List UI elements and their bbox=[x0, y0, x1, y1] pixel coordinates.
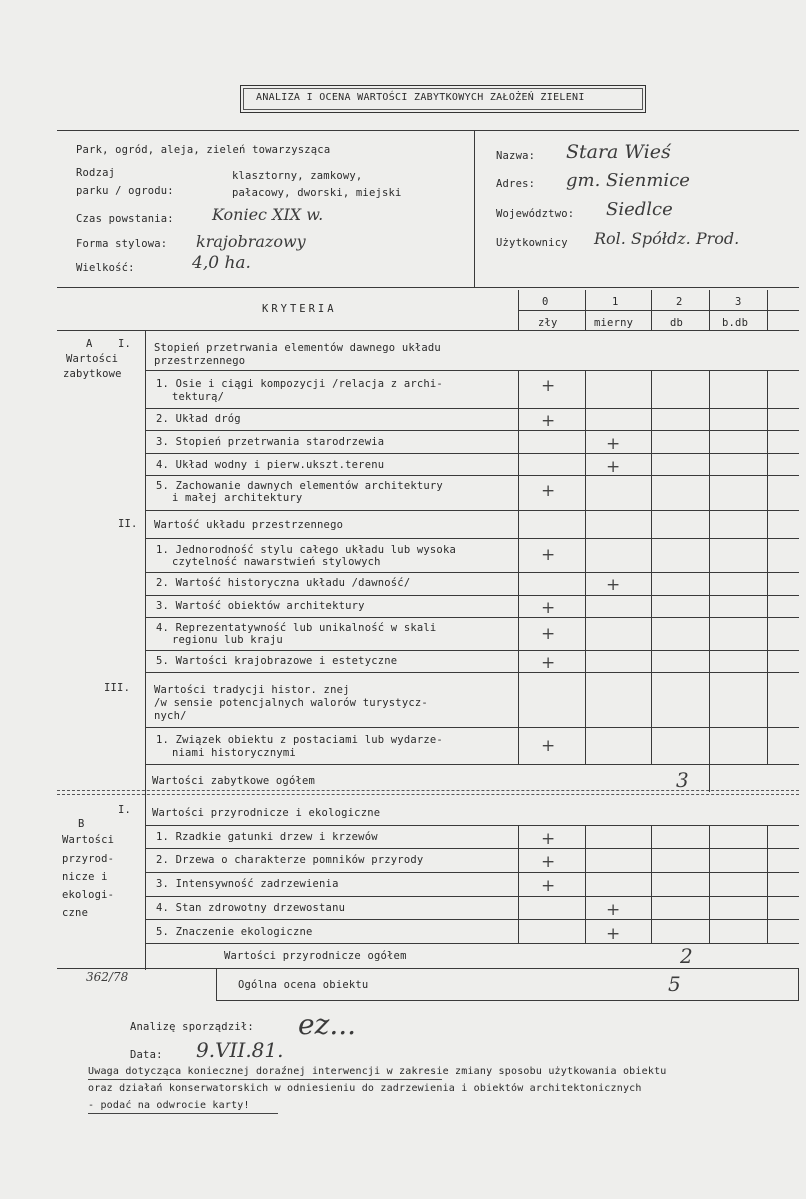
rating-mark: + bbox=[606, 924, 621, 944]
rating-mark: + bbox=[606, 575, 621, 595]
b-i-item3: 3. Intensywność zadrzewienia bbox=[156, 878, 339, 890]
a-i-item4: 4. Układ wodny i pierw.ukszt.terenu bbox=[156, 459, 385, 471]
data-value: 9.VII.81. bbox=[196, 1038, 284, 1062]
object-types: Park, ogród, aleja, zieleń towarzysząca bbox=[76, 144, 331, 156]
a-iii-num: III. bbox=[104, 682, 131, 694]
b-i-title: Wartości przyrodnicze i ekologiczne bbox=[152, 807, 381, 819]
page-title: ANALIZA I OCENA WARTOŚCI ZABYTKOWYCH ZAŁOŻEŃ ZIELENI bbox=[256, 92, 585, 103]
parku-options: pałacowy, dworski, miejski bbox=[232, 187, 402, 199]
rating-mark: + bbox=[541, 411, 556, 431]
section-b-name-0: Wartości bbox=[62, 834, 115, 846]
col-1-num: 1 bbox=[612, 296, 619, 308]
section-a-name1: Wartości bbox=[66, 353, 119, 365]
b-total-value: 2 bbox=[680, 944, 693, 968]
a-ii-item5: 5. Wartości krajobrazowe i estetyczne bbox=[156, 655, 398, 667]
b-i-item5: 5. Znaczenie ekologiczne bbox=[156, 926, 313, 938]
a-i-item5-l1: 5. Zachowanie dawnych elementów architektury bbox=[156, 480, 443, 492]
czas-value: Koniec XIX w. bbox=[212, 205, 324, 224]
a-i-title1: Stopień przetrwania elementów dawnego układu bbox=[154, 342, 441, 354]
section-b-num: I. bbox=[118, 804, 132, 816]
rating-mark: + bbox=[541, 598, 556, 618]
rating-mark: + bbox=[541, 829, 556, 849]
col-1-name: mierny bbox=[594, 317, 634, 329]
note-line1: Uwaga dotycząca koniecznej doraźnej interwencji w zakresie zmiany sposobu użytkowania obiektu bbox=[88, 1066, 667, 1077]
section-b-name-2: nicze i bbox=[62, 871, 108, 883]
a-ii-item3: 3. Wartość obiektów architektury bbox=[156, 600, 365, 612]
overall-label: Ogólna ocena obiektu bbox=[238, 979, 369, 991]
wojewodztwo-label: Województwo: bbox=[496, 208, 575, 220]
rating-mark: + bbox=[541, 653, 556, 673]
col-2-name: db bbox=[670, 317, 684, 329]
forma-value: krajobrazowy bbox=[196, 232, 306, 251]
a-ii-num: II. bbox=[118, 518, 138, 530]
adres-value: gm. Sienmice bbox=[566, 170, 690, 191]
a-i-title2: przestrzennego bbox=[154, 355, 246, 367]
rating-mark: + bbox=[541, 736, 556, 756]
wielkosc-label: Wielkość: bbox=[76, 262, 135, 274]
kryteria-header: KRYTERIA bbox=[262, 303, 337, 315]
data-label: Data: bbox=[130, 1049, 163, 1061]
a-iii-title1: Wartości tradycji histor. znej bbox=[154, 684, 350, 696]
nazwa-value: Stara Wieś bbox=[566, 141, 671, 163]
rating-mark: + bbox=[541, 852, 556, 872]
a-total-label: Wartości zabytkowe ogółem bbox=[152, 775, 316, 787]
rating-mark: + bbox=[541, 376, 556, 396]
section-b-name-3: ekologi- bbox=[62, 889, 115, 901]
a-ii-item2: 2. Wartość historyczna układu /dawność/ bbox=[156, 577, 411, 589]
rating-mark: + bbox=[541, 545, 556, 565]
czas-label: Czas powstania: bbox=[76, 213, 174, 225]
section-a-num: I. bbox=[118, 338, 132, 350]
note-line2: oraz działań konserwatorskich w odniesieniu do zadrzewienia i obiektów architektonicznych bbox=[88, 1083, 642, 1094]
a-i-item2: 2. Układ dróg bbox=[156, 413, 241, 425]
rating-mark: + bbox=[606, 457, 621, 477]
a-total-value: 3 bbox=[676, 768, 689, 792]
adres-label: Adres: bbox=[496, 178, 536, 190]
reference-number: 362/78 bbox=[86, 970, 129, 984]
rating-mark: + bbox=[606, 434, 621, 454]
section-b-name-4: czne bbox=[62, 907, 89, 919]
a-iii-item1-l2: niami historycznymi bbox=[172, 747, 296, 759]
section-b-name-1: przyrod- bbox=[62, 853, 115, 865]
a-i-item1-l1: 1. Osie i ciągi kompozycji /relacja z archi- bbox=[156, 378, 443, 390]
a-i-item5-l2: i małej architektury bbox=[172, 492, 303, 504]
col-3-name: b.db bbox=[722, 317, 749, 329]
a-iii-item1-l1: 1. Związek obiektu z postaciami lub wydarze- bbox=[156, 734, 443, 746]
rating-mark: + bbox=[606, 900, 621, 920]
a-ii-item4-l1: 4. Reprezentatywność lub unikalność w skali bbox=[156, 622, 437, 634]
signature: ez... bbox=[298, 1008, 357, 1041]
b-i-item4: 4. Stan zdrowotny drzewostanu bbox=[156, 902, 346, 914]
a-i-item3: 3. Stopień przetrwania starodrzewia bbox=[156, 436, 385, 448]
sporzadzil-label: Analizę sporządził: bbox=[130, 1021, 254, 1033]
a-ii-item1-l1: 1. Jednorodność stylu całego układu lub wysoka bbox=[156, 544, 456, 556]
a-i-item1-l2: tekturą/ bbox=[172, 391, 225, 403]
col-0-num: 0 bbox=[542, 296, 549, 308]
col-0-name: zły bbox=[538, 317, 558, 329]
rating-mark: + bbox=[541, 624, 556, 644]
b-total-label: Wartości przyrodnicze ogółem bbox=[224, 950, 407, 962]
uzytkownicy-label: Użytkownicy bbox=[496, 237, 568, 249]
wielkosc-value: 4,0 ha. bbox=[192, 253, 251, 273]
section-b-letter: B bbox=[78, 818, 85, 830]
b-i-item2: 2. Drzewa o charakterze pomników przyrody bbox=[156, 854, 424, 866]
a-ii-item1-l2: czytelność nawarstwień stylowych bbox=[172, 556, 381, 568]
rodzaj-label: Rodzaj bbox=[76, 167, 116, 179]
forma-label: Forma stylowa: bbox=[76, 238, 168, 250]
col-2-num: 2 bbox=[676, 296, 683, 308]
note-line3: - podać na odwrocie karty! bbox=[88, 1100, 250, 1111]
uzytkownicy-value: Rol. Spółdz. Prod. bbox=[594, 229, 740, 248]
b-i-item1: 1. Rzadkie gatunki drzew i krzewów bbox=[156, 831, 378, 843]
wojewodztwo-value: Siedlce bbox=[606, 199, 673, 220]
a-iii-title3: nych/ bbox=[154, 710, 187, 722]
a-ii-title: Wartość układu przestrzennego bbox=[154, 519, 344, 531]
rating-mark: + bbox=[541, 481, 556, 501]
overall-value: 5 bbox=[668, 972, 681, 996]
a-ii-item4-l2: regionu lub kraju bbox=[172, 634, 283, 646]
section-a-name2: zabytkowe bbox=[63, 368, 122, 380]
section-a-letter: A bbox=[86, 338, 93, 350]
nazwa-label: Nazwa: bbox=[496, 150, 536, 162]
a-iii-title2: /w sensie potencjalnych walorów turystycz- bbox=[154, 697, 428, 709]
parku-label: parku / ogrodu: bbox=[76, 185, 174, 197]
rating-mark: + bbox=[541, 876, 556, 896]
rodzaj-options: klasztorny, zamkowy, bbox=[232, 170, 363, 182]
col-3-num: 3 bbox=[735, 296, 742, 308]
